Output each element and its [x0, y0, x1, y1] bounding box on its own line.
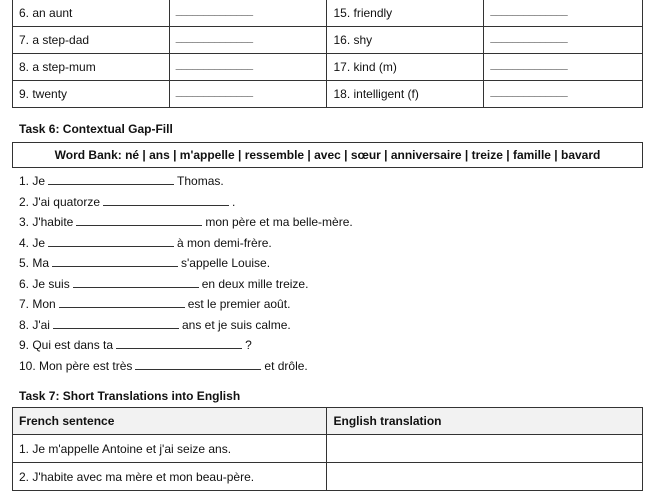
sentence-start: 3. J'habite — [19, 215, 74, 229]
answer-blank[interactable] — [48, 233, 174, 247]
list-item — [19, 335, 353, 356]
table-row — [13, 54, 643, 81]
answer-blank[interactable] — [103, 192, 229, 206]
answer-blank[interactable] — [135, 356, 261, 370]
column-header-french: French sentence — [13, 408, 327, 435]
answer-blank[interactable] — [116, 335, 242, 349]
vocab-item: 8. a step-mum — [13, 54, 170, 81]
sentence-end: et drôle. — [264, 358, 308, 373]
answer-blank[interactable]: ______________ — [484, 0, 643, 27]
table-row — [13, 0, 643, 27]
table-header-row — [13, 408, 643, 435]
sentence-start: 2. J'ai quatorze — [19, 194, 101, 209]
list-item — [19, 253, 353, 274]
table-row — [13, 435, 643, 463]
gap-fill-list — [19, 171, 353, 376]
vocab-item: 7. a step-dad — [13, 27, 170, 54]
answer-blank[interactable]: ______________ — [169, 27, 327, 54]
answer-blank[interactable] — [76, 212, 202, 226]
sentence-end: s'appelle Louise. — [181, 256, 271, 270]
answer-blank[interactable] — [73, 274, 199, 288]
french-sentence: 2. J'habite avec ma mère et mon beau-père. — [13, 463, 327, 491]
sentence-start: 7. Mon — [19, 297, 56, 311]
answer-blank[interactable]: ______________ — [484, 54, 643, 81]
list-item — [19, 233, 353, 254]
french-sentence: 1. Je m'appelle Antoine et j'ai seize ans. — [13, 435, 327, 463]
sentence-end: . — [232, 194, 236, 209]
sentence-end: mon père et ma belle-mère. — [205, 215, 353, 229]
translation-table — [12, 407, 643, 491]
sentence-start: 10. Mon père est très — [19, 358, 133, 373]
list-item — [19, 212, 353, 233]
sentence-start: 1. Je — [19, 174, 46, 188]
vocab-item: 9. twenty — [13, 81, 170, 108]
sentence-end: en deux mille treize. — [201, 276, 309, 291]
list-item — [19, 171, 353, 192]
sentence-end: ? — [245, 338, 252, 352]
task6-heading: Task 6: Contextual Gap-Fill — [19, 122, 173, 136]
task7-heading: Task 7: Short Translations into English — [19, 389, 241, 403]
vocab-item: 18. intelligent (f) — [327, 81, 484, 108]
vocab-table — [12, 0, 643, 108]
table-row — [13, 463, 643, 491]
answer-blank[interactable] — [53, 315, 179, 329]
english-translation-cell[interactable] — [327, 435, 643, 463]
word-bank: Word Bank: né | ans | m'appelle | ressemble | avec | sœur | anniversaire | treize | famille | bavard — [12, 142, 643, 168]
sentence-end: Thomas. — [177, 174, 224, 188]
table-row — [13, 81, 643, 108]
vocab-item: 17. kind (m) — [327, 54, 484, 81]
answer-blank[interactable] — [52, 253, 178, 267]
sentence-start: 4. Je — [19, 235, 46, 250]
list-item — [19, 274, 353, 295]
table-row — [13, 27, 643, 54]
sentence-start: 9. Qui est dans ta — [19, 338, 114, 352]
sentence-end: est le premier août. — [187, 297, 291, 311]
answer-blank[interactable]: ______________ — [484, 81, 643, 108]
column-header-english: English translation — [327, 408, 643, 435]
answer-blank[interactable]: ______________ — [484, 27, 643, 54]
sentence-end: à mon demi-frère. — [177, 235, 272, 250]
english-translation-cell[interactable] — [327, 463, 643, 491]
answer-blank[interactable]: ______________ — [169, 0, 327, 27]
vocab-item: 16. shy — [327, 27, 484, 54]
sentence-start: 8. J'ai — [19, 317, 50, 332]
vocab-item: 15. friendly — [327, 0, 484, 27]
sentence-start: 5. Ma — [19, 256, 50, 270]
sentence-end: ans et je suis calme. — [181, 317, 291, 332]
answer-blank[interactable] — [59, 294, 185, 308]
list-item — [19, 192, 353, 213]
answer-blank[interactable] — [48, 171, 174, 185]
list-item — [19, 315, 353, 336]
list-item — [19, 356, 353, 377]
answer-blank[interactable]: ______________ — [169, 81, 327, 108]
list-item — [19, 294, 353, 315]
vocab-item: 6. an aunt — [13, 0, 170, 27]
answer-blank[interactable]: ______________ — [169, 54, 327, 81]
sentence-start: 6. Je suis — [19, 276, 70, 291]
